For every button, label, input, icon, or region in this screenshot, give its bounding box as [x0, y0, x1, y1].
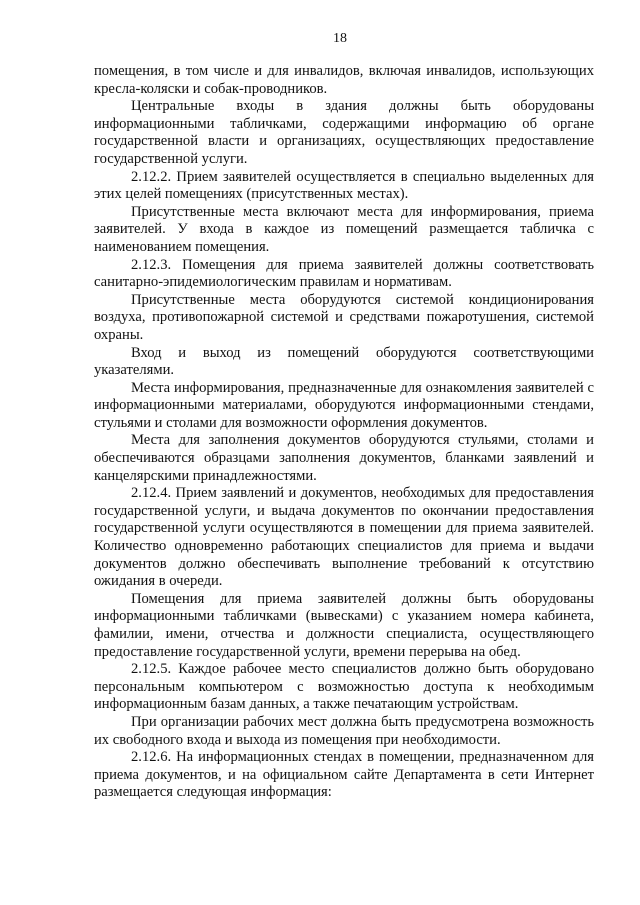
- paragraph: 2.12.4. Прием заявлений и документов, необходимых для предоставления государственной услуги, и выдача документов по окончании предоставления государственной услуги осуществляются в помещении для приема заявителей. Количество одновременно работающих специалистов для приема и выдачи документов должно обеспечивать выполнение требований к отсутствию ожидания в очереди.: [94, 485, 594, 590]
- document-body: [94, 63, 594, 802]
- paragraph: При организации рабочих мест должна быть предусмотрена возможность их свободного входа и выхода из помещения при необходимости.: [94, 713, 594, 748]
- paragraph: Центральные входы в здания должны быть оборудованы информационными табличками, содержащими информацию об органе государственной власти и организациях, осуществляющих предоставление государственной услуги.: [94, 98, 594, 167]
- paragraph: Вход и выход из помещений оборудуются соответствующими указателями.: [94, 344, 594, 379]
- paragraph: 2.12.2. Прием заявителей осуществляется в специально выделенных для этих целей помещениях (присутственных местах).: [94, 168, 594, 203]
- paragraph: 2.12.3. Помещения для приема заявителей должны соответствовать санитарно-эпидемиологическим правилам и нормативам.: [94, 256, 594, 291]
- paragraph: Места для заполнения документов оборудуются стульями, столами и обеспечиваются образцами заполнения документов, бланками заявлений и канцелярскими принадлежностями.: [94, 432, 594, 484]
- paragraph: Места информирования, предназначенные для ознакомления заявителей с информационными материалами, оборудуются информационными стендами, стульями и столами для возможности оформления документов.: [94, 379, 594, 431]
- paragraph: Присутственные места оборудуются системой кондиционирования воздуха, противопожарной системой и средствами пожаротушения, системой охраны.: [94, 291, 594, 343]
- paragraph: Помещения для приема заявителей должны быть оборудованы информационными табличками (вывесками) с указанием номера кабинета, фамилии, имени, отчества и должности специалиста, осуществляющего предоставление государственной услуги, времени перерыва на обед.: [94, 590, 594, 660]
- paragraph: помещения, в том числе и для инвалидов, включая инвалидов, использующих кресла-коляски и собак-проводников.: [94, 63, 594, 97]
- paragraph: 2.12.5. Каждое рабочее место специалистов должно быть оборудовано персональным компьютером с возможностью доступа к необходимым информационным базам данных, а также печатающим устройствам.: [94, 661, 594, 713]
- paragraph: Присутственные места включают места для информирования, приема заявителей. У входа в каждое из помещений размещается табличка с наименованием помещения.: [94, 203, 594, 255]
- page-number: 18: [333, 31, 347, 46]
- paragraph: 2.12.6. На информационных стендах в помещении, предназначенном для приема документов, и на официальном сайте Департамента в сети Интернет размещается следующая информация:: [94, 749, 594, 801]
